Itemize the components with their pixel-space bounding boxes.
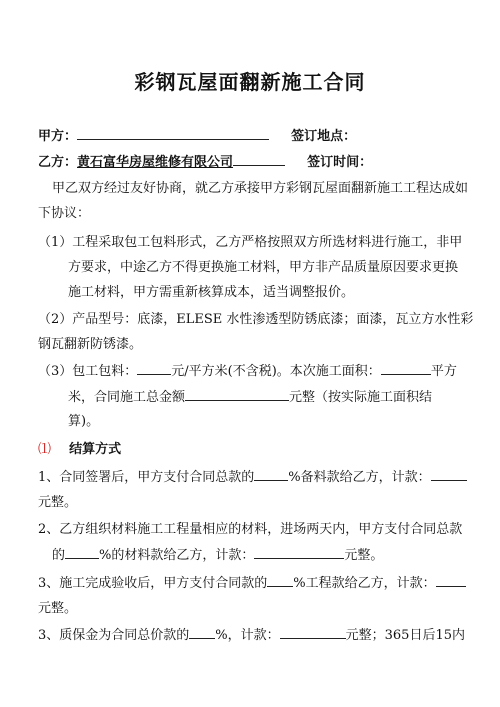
s3-part-a: 3、施工完成验收后，甲方支付合同款的 [38,576,268,591]
unit-price-blank[interactable] [137,362,171,375]
s1-percent-blank[interactable] [254,468,288,481]
clause3-part-a: （3）包工包料： [38,364,138,379]
clause3-line2-a: 米，合同施工总金额 [68,390,186,405]
section-heading [38,441,121,459]
s1-line-2: 元整。 [38,495,78,510]
party-a-row [38,125,356,146]
area-blank[interactable] [381,362,431,375]
party-b-name-blank[interactable] [233,151,285,166]
total-amount-blank[interactable] [185,388,289,401]
clause3-part-b: 元/平方米(不含税)。本次施工面积： [171,364,381,379]
s3-amount-blank[interactable] [436,574,466,587]
s2-amount-blank[interactable] [254,546,344,559]
s4-amount-blank[interactable] [280,626,346,639]
s3-line-2: 元整。 [38,601,78,616]
party-b-name: 黄石富华房屋维修有限公司 [77,155,234,170]
sign-place-label: 签订地点： [291,129,357,144]
s1-part-b: %备料款给乙方，计款： [288,470,431,485]
intro-line-2: 下协议： [38,206,91,221]
s4-part-c: 元整；365日后15内 [345,628,465,643]
clause2-line-1: （2）产品型号：底漆，ELESE 水性渗透型防锈底漆；面漆，瓦立方水性彩 [38,312,474,327]
clause1-line-2: 方要求，中途乙方不得更换施工材料，甲方非产品质量原因要求更换 [68,260,459,275]
sign-time-label: 签订时间： [307,155,373,170]
clause3-line2-b: 元整（按实际施工面积结 [289,390,433,405]
clause3-line-1 [38,362,457,381]
s3-percent-blank[interactable] [267,574,293,587]
clause3-line-2 [68,388,432,407]
section-number: ⑴ [38,442,52,457]
s2-line-2 [52,546,383,565]
clause3-part-c: 平方 [430,364,457,379]
s4-part-a: 3、质保金为合同总价款的 [38,628,190,643]
section-title: 结算方式 [69,442,122,457]
s3-line-1 [38,574,466,593]
s1-line-1 [38,468,467,487]
party-b-label: 乙方： [38,155,78,170]
s2-part-b: %的材料款给乙方，计款： [99,548,255,563]
s2-percent-blank[interactable] [65,546,99,559]
party-a-name-blank[interactable] [77,125,269,140]
clause1-line-3: 施工材料，甲方需重新核算成本，适当调整报价。 [68,285,355,300]
s1-amount-blank[interactable] [431,468,467,481]
s4-part-b: %，计款： [215,628,280,643]
s1-part-a: 1、合同签署后，甲方支付合同总款的 [38,470,255,485]
party-b-row [38,151,372,172]
s2-part-a: 的 [52,548,66,563]
s4-line-1 [38,626,465,645]
s2-line-1: 2、乙方组织材料施工工程量相应的材料，进场两天内，甲方支付合同总款 [38,522,463,537]
intro-line-1: 甲乙双方经过友好协商，就乙方承接甲方彩钢瓦屋面翻新施工工程达成如 [52,181,469,196]
s3-part-b: %工程款给乙方，计款： [293,576,436,591]
s2-part-c: 元整。 [344,548,384,563]
clause3-line-3: 算)。 [68,414,100,429]
clause1-line-1: （1）工程采取包工包料形式，乙方严格按照双方所选材料进行施工，非甲 [38,235,463,250]
contract-title: 彩钢瓦屋面翻新施工合同 [134,70,366,94]
party-a-label: 甲方： [38,129,78,144]
clause2-line-2: 钢瓦翻新防锈漆。 [38,337,143,352]
s4-percent-blank[interactable] [189,626,215,639]
